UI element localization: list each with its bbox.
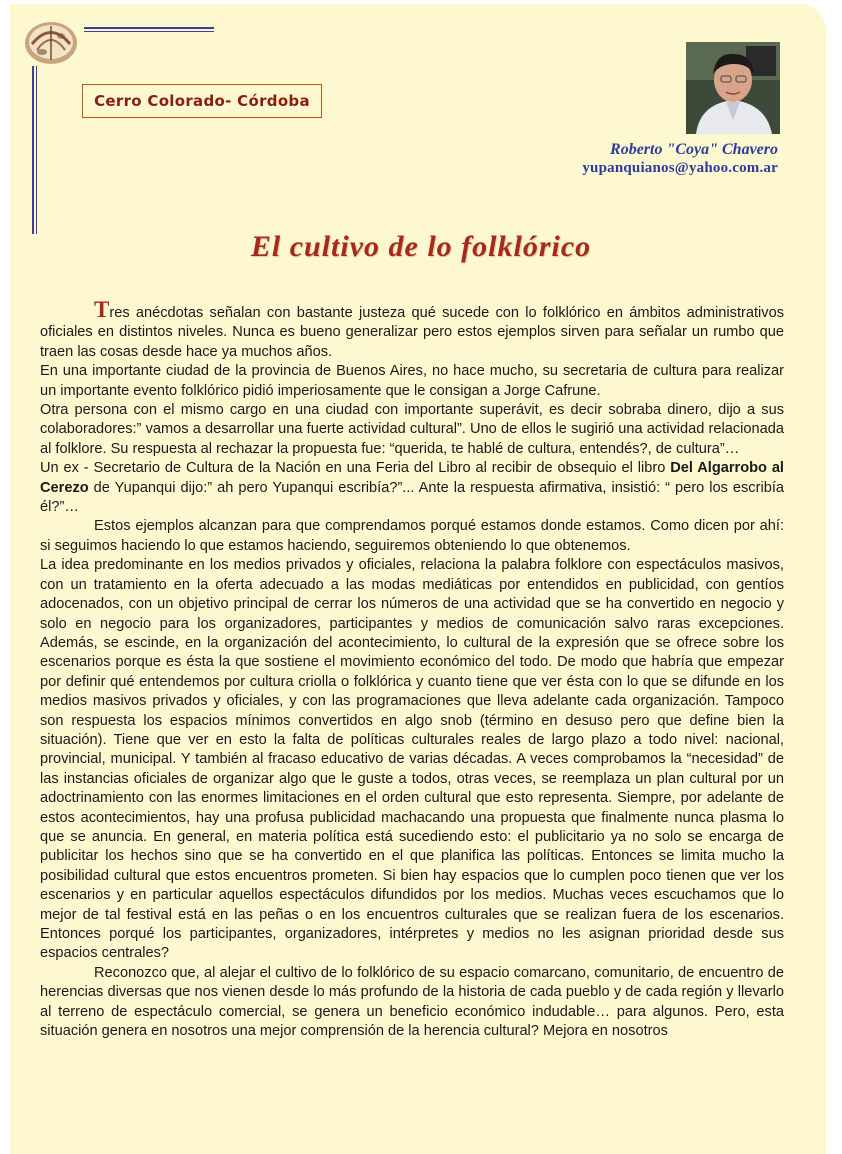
location-label: Cerro Colorado- Córdoba — [82, 84, 322, 118]
author-email[interactable]: yupanquianos@yahoo.com.ar — [582, 160, 778, 176]
paragraph-7: Reconozco que, al alejar el cultivo de lo folklórico de su espacio comarcano, comunitario, de encuentro de herencias diversas que nos vienen desde lo más profundo de la historia de cada pueblo y de cada región y llevarlo al terreno de espectáculo comercial, se genera un beneficio económico indudable… para algunos. Pero, esta situación genera en nosotros una mejor comprensión de la herencia cultural? Mejora en nosotros — [40, 964, 784, 1040]
book-title: Del Algarrobo al Cerezo — [40, 460, 784, 496]
article-body — [40, 297, 784, 1041]
horizontal-rule — [84, 27, 214, 32]
author-photo — [686, 42, 780, 134]
paragraph-3: Otra persona con el mismo cargo en una ciudad con importante superávit, es decir sobraba dinero, dijo a sus colaboradores:” vamos a desarrollar una fuerte actividad cultural”. Uno de ellos le sugirió una actividad relacionada al folklore. Su respuesta al rechazar la propuesta fue: “querida, te hablé de cultura, entendés?, de cultura”… — [40, 402, 784, 457]
paragraph-1: Tres anécdotas señalan con bastante justeza qué sucede con lo folklórico en ámbitos administrativos oficiales en distintos niveles. Nunca es bueno generalizar pero estos ejemplos sirven para señalar un rumbo que traen las cosas desde hace ya muchos años. — [40, 297, 784, 360]
vertical-rule — [32, 66, 37, 234]
author-credit — [582, 140, 778, 177]
drop-cap: T — [94, 297, 110, 322]
paragraph-4: Un ex - Secretario de Cultura de la Nación en una Feria del Libro al recibir de obsequio el libro Del Algarrobo al Cerezo de Yupanqui dijo:” ah pero Yupanqui escribía?”... Ante la respuesta afirmativa, insistió: “ pero los escribía él?”… — [40, 460, 784, 516]
article-title: El cultivo de lo folklórico — [250, 230, 592, 263]
author-name: Roberto "Coya" Chavero — [610, 141, 778, 158]
paragraph-2: En una importante ciudad de la provincia de Buenos Aires, no hace mucho, su secretaria de cultura para realizar un importante evento folklórico pidió imperiosamente que le consigan a Jorge Cafrune. — [40, 363, 784, 399]
shell-logo-icon — [22, 16, 80, 66]
paragraph-5: Estos ejemplos alcanzan para que comprendamos porqué estamos donde estamos. Como dicen por ahí: si seguimos haciendo lo que estamos haciendo, seguiremos obteniendo lo que obtenemos. — [40, 518, 784, 554]
paragraph-6: La idea predominante en los medios privados y oficiales, relaciona la palabra folklore con espectáculos masivos, con un tratamiento en la oferta adecuado a las modas mediáticas por entendidos en publicidad, con gentíos adocenados, con un objetivo principal de cerrar los números de una actividad que se ha convertido en negocio y solo en negocio para los organizadores, participantes y medios de comunicación salvo raras excepciones. Además, se escinde, en la organización del acontecimiento, lo cultural de la expresión que se ofrece sobre los escenarios porque es ésta la que sostiene el movimiento económico del todo. De modo que habría que empezar por definir qué entendemos por cultura criolla o folklórica y cuanto tiene que ver ésta con lo que se difunde en los medios masivos privados y oficiales, y con las programaciones que lleva adelante cada organización. Tampoco son respuesta los espacios mínimos convertidos en algo snob (término en desuso pero que define bien la situación). Tiene que ver en esto la falta de políticas culturales reales de largo plazo a todo nivel: nacional, provincial, municipal. Y también al fracaso educativo de varias décadas. A veces comprobamos la “necesidad” de las instancias oficiales de organizar algo que le guste a todos, otras veces, se reemplaza un plan cultural por un adoctrinamiento con las enormes limitaciones en el orden cultural que esto representa. Siempre, por adelante de estos acontecimientos, hay una profusa publicidad machacando una propuesta que finalmente nunca plasma lo que se anuncia. En general, en materia política está sucediendo esto: el publicitario ya no solo se encarga de publicitar los hechos sino que se ha convertido en el que planifica las políticas. Entonces se limita mucho la posibilidad cultural que estos encuentros prometen. Si bien hay espacios que lo cumplen poco tienen que ver los escenarios y en particular aquellos espectáculos difundidos por los medios. Muchas veces escuchamos que lo mejor de tal festival está en las peñas o en los encuentros culturales que se realizan fuera de los escenarios. Entonces porqué los participantes, organizadores, intérpretes y medios no les asignan prioridad desde sus espacios centrales? — [40, 557, 784, 962]
